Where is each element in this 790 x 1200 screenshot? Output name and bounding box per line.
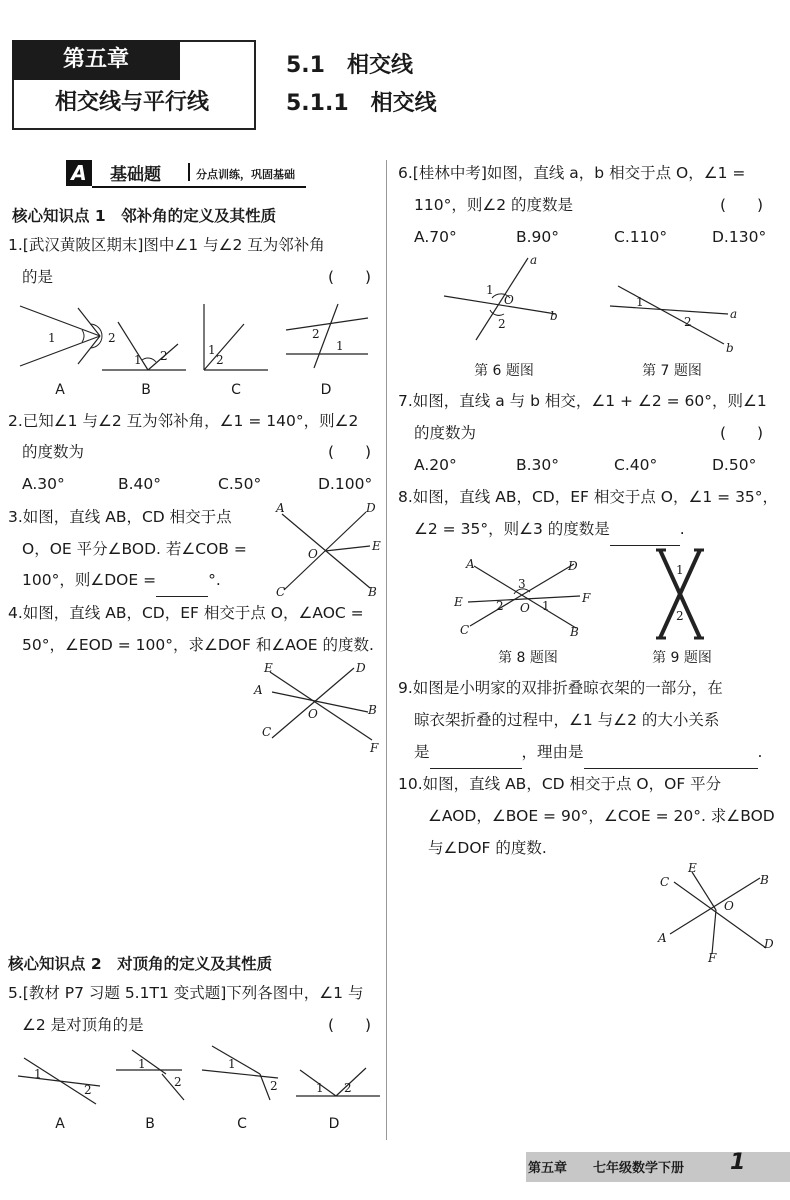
svg-text:A: A	[254, 683, 263, 697]
block-tag: 分点训练，巩固基础	[196, 168, 295, 181]
svg-text:b: b	[726, 341, 734, 355]
q4-line1: 4.如图，直线 AB，CD，EF 相交于点 O，∠AOC =	[8, 604, 364, 622]
svg-text:D: D	[366, 501, 376, 515]
q2-option-a: A.30°	[22, 475, 65, 493]
q9-line3-text: 是	[414, 743, 430, 761]
q6-option-a: A.70°	[414, 228, 457, 246]
svg-text:2: 2	[174, 1075, 182, 1089]
q8-line1: 8.如图，直线 AB，CD，EF 相交于点 O，∠1 = 35°，	[398, 488, 779, 506]
svg-text:2: 2	[216, 353, 224, 367]
q2-line2: 的度数为	[22, 443, 85, 461]
q9-relation-blank[interactable]	[430, 737, 522, 769]
svg-text:C: C	[660, 875, 670, 889]
svg-text:1: 1	[486, 283, 494, 297]
figure8-caption: 第 8 题图	[498, 650, 558, 666]
q2-option-b: B.40°	[118, 475, 162, 493]
q5-answer-paren: ( )	[328, 1016, 372, 1034]
svg-text:2: 2	[84, 1083, 92, 1097]
q3-answer-blank[interactable]	[156, 565, 208, 597]
svg-text:O: O	[308, 707, 318, 721]
q10-line1: 10.如图，直线 AB，CD 相交于点 O，OF 平分	[398, 775, 722, 793]
block-name: 基础题	[110, 165, 161, 185]
section-title: 5.1 相交线	[286, 53, 413, 78]
chapter-subtitle: 相交线与平行线	[54, 90, 209, 115]
svg-text:a: a	[530, 253, 538, 267]
q6-option-d: D.130°	[712, 228, 767, 246]
svg-text:A: A	[276, 501, 285, 515]
svg-text:E: E	[264, 661, 273, 675]
svg-text:2: 2	[496, 599, 504, 613]
q7-option-d: D.50°	[712, 456, 757, 474]
q9-line3: 是 ，理由是 .	[414, 737, 762, 769]
q5-figures	[16, 1044, 382, 1110]
q9-reason-blank[interactable]	[584, 737, 758, 769]
q4-figure	[252, 660, 382, 756]
q6-line1: 6.[桂林中考]如图，直线 a，b 相交于点 O，∠1 =	[398, 164, 746, 182]
q7-option-c: C.40°	[614, 456, 658, 474]
svg-text:1: 1	[542, 599, 550, 613]
q3-line3	[22, 565, 221, 597]
q8-line2-text: ∠2 = 35°，则∠3 的度数是	[414, 520, 610, 538]
svg-text:1: 1	[676, 563, 684, 577]
q7-answer-paren: ( )	[720, 424, 764, 442]
svg-text:1: 1	[48, 331, 56, 345]
q5-option-b: B	[145, 1116, 155, 1132]
svg-text:1: 1	[336, 339, 344, 353]
svg-text:D: D	[764, 937, 774, 951]
svg-text:2: 2	[160, 349, 168, 363]
q8-answer-blank[interactable]	[610, 514, 680, 546]
q8-line2: ∠2 = 35°，则∠3 的度数是 .	[414, 514, 685, 546]
svg-text:O: O	[504, 293, 514, 307]
q6-option-c: C.110°	[614, 228, 668, 246]
q7-option-b: B.30°	[516, 456, 560, 474]
q6-line2: 110°，则∠2 的度数是	[414, 196, 574, 214]
q7-figure	[606, 282, 740, 354]
q5-line2: ∠2 是对顶角的是	[22, 1016, 144, 1034]
footer-text: 第五章 七年级数学下册	[528, 1161, 685, 1176]
q9-line2: 晾衣架折叠的过程中，∠1 与∠2 的大小关系	[414, 711, 720, 729]
svg-text:O: O	[520, 601, 530, 615]
svg-text:E: E	[372, 539, 381, 553]
knowledge-point-2: 核心知识点 2 对顶角的定义及其性质	[8, 955, 273, 973]
q1-answer-paren: ( )	[328, 268, 372, 286]
svg-text:A: A	[658, 931, 667, 945]
q7-line1: 7.如图，直线 a 与 b 相交，∠1 + ∠2 = 60°，则∠1	[398, 392, 767, 410]
chapter-title: 第五章	[12, 40, 180, 80]
q1-figures	[18, 298, 378, 380]
q4-line2: 50°，∠EOD = 100°，求∠DOF 和∠AOE 的度数.	[22, 636, 374, 654]
q2-option-c: C.50°	[218, 475, 262, 493]
q5-option-d: D	[328, 1116, 340, 1132]
svg-text:C: C	[276, 585, 286, 599]
svg-text:1: 1	[316, 1081, 324, 1095]
block-letter: A	[66, 160, 92, 186]
svg-text:D: D	[568, 559, 578, 573]
q6-figure	[440, 254, 566, 346]
column-divider	[386, 160, 387, 1140]
svg-text:E: E	[688, 861, 697, 875]
q2-line1: 2.已知∠1 与∠2 互为邻补角，∠1 = 140°，则∠2	[8, 412, 359, 430]
q10-line3: 与∠DOF 的度数.	[428, 839, 547, 857]
knowledge-point-1: 核心知识点 1 邻补角的定义及其性质	[12, 207, 277, 225]
q3-line3-text: 100°，则∠DOE =	[22, 571, 157, 589]
q3-figure	[270, 500, 382, 600]
q10-figure	[654, 858, 780, 968]
subsection-title: 5.1.1 相交线	[286, 91, 437, 116]
q5-line1: 5.[教材 P7 习题 5.1T1 变式题]下列各图中，∠1 与	[8, 984, 364, 1002]
q6-option-b: B.90°	[516, 228, 560, 246]
svg-text:B: B	[368, 703, 377, 717]
svg-text:2: 2	[676, 609, 684, 623]
svg-text:F: F	[708, 951, 717, 965]
svg-text:2: 2	[684, 315, 692, 329]
svg-text:D: D	[356, 661, 366, 675]
svg-text:b: b	[550, 309, 558, 323]
q3-line1: 3.如图，直线 AB，CD 相交于点	[8, 508, 232, 526]
svg-text:B: B	[368, 585, 377, 599]
q1-option-d: D	[320, 382, 332, 398]
svg-text:F: F	[582, 591, 591, 605]
svg-text:1: 1	[34, 1067, 42, 1081]
svg-text:a: a	[730, 307, 738, 321]
svg-text:2: 2	[108, 331, 116, 345]
svg-text:O: O	[724, 899, 734, 913]
q2-answer-paren: ( )	[328, 443, 372, 461]
q1-line2: 的是	[22, 268, 54, 286]
q8-figure	[452, 556, 598, 640]
svg-text:3: 3	[518, 577, 526, 591]
q5-option-a: A	[55, 1116, 65, 1132]
q5-option-c: C	[237, 1116, 247, 1132]
page-number: 1	[730, 1150, 746, 1175]
figure7-caption: 第 7 题图	[642, 363, 702, 379]
q1-option-c: C	[231, 382, 241, 398]
svg-text:F: F	[370, 741, 379, 755]
q9-line1: 9.如图是小明家的双排折叠晾衣架的一部分，在	[398, 679, 723, 697]
q7-line2: 的度数为	[414, 424, 477, 442]
svg-text:E: E	[454, 595, 463, 609]
figure9-caption: 第 9 题图	[652, 650, 712, 666]
svg-text:1: 1	[138, 1057, 146, 1071]
q1-line1: 1.[武汉黄陂区期末]图中∠1 与∠2 互为邻补角	[8, 236, 325, 254]
svg-text:1: 1	[636, 295, 644, 309]
svg-text:1: 1	[208, 343, 216, 357]
q3-line3-end: °.	[208, 571, 221, 589]
q1-option-a: A	[55, 382, 65, 398]
svg-text:1: 1	[228, 1057, 236, 1071]
svg-text:O: O	[308, 547, 318, 561]
q6-answer-paren: ( )	[720, 196, 764, 214]
svg-text:B: B	[570, 625, 579, 639]
svg-text:B: B	[760, 873, 769, 887]
svg-text:2: 2	[344, 1081, 352, 1095]
q2-option-d: D.100°	[318, 475, 373, 493]
q9-reason-text: ，理由是	[521, 743, 584, 761]
svg-text:A: A	[466, 557, 475, 571]
block-divider	[188, 163, 190, 181]
svg-text:2: 2	[312, 327, 320, 341]
svg-text:C: C	[460, 623, 470, 637]
q9-figure	[652, 544, 708, 644]
svg-text:C: C	[262, 725, 272, 739]
svg-text:2: 2	[498, 317, 506, 331]
q7-option-a: A.20°	[414, 456, 457, 474]
svg-text:1: 1	[134, 353, 142, 367]
q10-line2: ∠AOD，∠BOE = 90°，∠COE = 20°. 求∠BOD	[428, 807, 775, 825]
q1-option-b: B	[141, 382, 151, 398]
svg-text:2: 2	[270, 1079, 278, 1093]
q3-line2: O，OE 平分∠BOD. 若∠COB =	[22, 540, 247, 558]
figure6-caption: 第 6 题图	[474, 363, 534, 379]
